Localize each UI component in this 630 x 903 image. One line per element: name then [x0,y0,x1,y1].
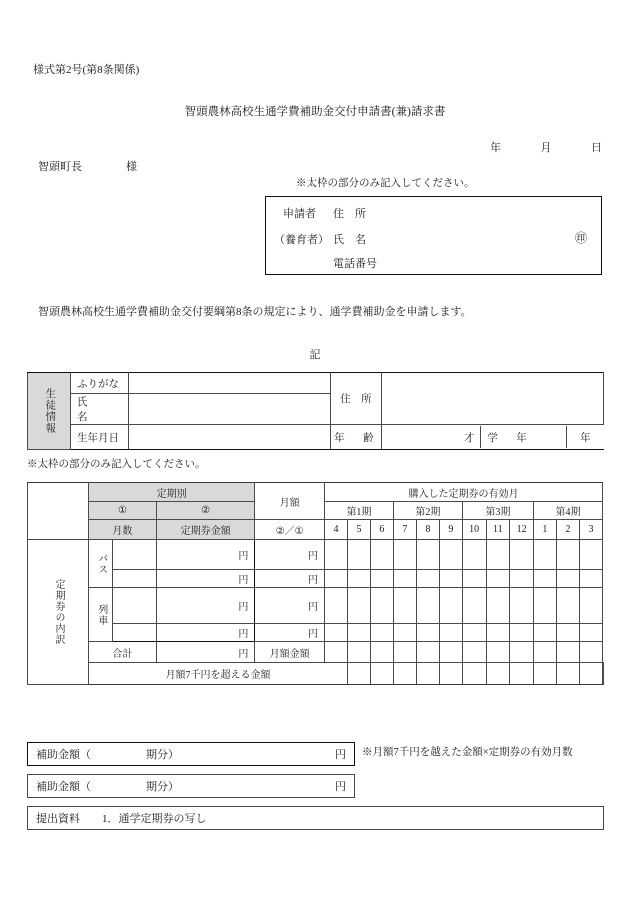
subsidy-2-term: 期分） [146,781,179,793]
month-header: 6 [370,520,393,540]
monthly-amount-header: 月額 [255,483,325,520]
train-monthly-cell[interactable]: 円 [255,588,325,624]
month-cell[interactable] [347,570,370,588]
table-row [28,642,604,663]
date-year-label: 年 [490,142,501,154]
subsidy-2-label: 補助金額（ [36,781,91,793]
month-cell[interactable] [510,624,534,642]
month-cell[interactable] [393,540,416,570]
month-cell[interactable] [603,663,604,685]
bus-months-cell[interactable] [113,570,156,588]
over-threshold-label: 月額7千円を超える金額 [89,663,348,685]
month-cell[interactable] [579,663,602,685]
month-cell[interactable] [416,663,439,685]
table-row [28,483,604,502]
month-cell[interactable] [510,570,534,588]
month-cell[interactable] [579,540,602,570]
month-cell[interactable] [556,588,579,624]
month-cell[interactable] [370,540,393,570]
month-cell[interactable] [370,663,393,685]
furigana-label: ふりがな [71,373,129,394]
bus-months-cell[interactable] [113,540,156,570]
month-cell[interactable] [533,624,556,642]
month-cell[interactable] [370,588,393,624]
student-info-table [27,372,604,450]
month-header: 3 [579,520,602,540]
month-cell[interactable] [486,663,510,685]
month-cell[interactable] [462,588,486,624]
month-cell[interactable] [416,642,439,663]
valid-months-header: 購入した定期券の有効月 [324,483,602,502]
month-cell[interactable] [486,624,510,642]
month-cell[interactable] [416,540,439,570]
col2-label: 定期券金額 [156,520,255,540]
train-months-cell[interactable] [113,624,156,642]
bus-monthly-cell[interactable]: 円 [255,540,325,570]
col2-circle: ② [156,502,255,520]
month-cell[interactable] [462,540,486,570]
month-cell[interactable] [393,642,416,663]
month-cell[interactable] [556,642,579,663]
table-row [28,570,604,588]
month-cell[interactable] [510,588,534,624]
month-header: 7 [393,520,416,540]
month-header: 10 [462,520,486,540]
address-label: 住 所 [333,208,366,220]
month-cell[interactable] [347,624,370,642]
month-cell[interactable] [370,642,393,663]
month-cell[interactable] [556,663,579,685]
transport-train-label-text: 列車 [95,603,107,626]
month-cell[interactable] [370,624,393,642]
month-header: 4 [324,520,347,540]
month-cell[interactable] [462,624,486,642]
month-cell[interactable] [439,624,462,642]
transport-bus-label-text: バス [95,552,107,575]
transport-bus-label [89,540,113,588]
applicant-name-row [266,226,601,252]
month-cell[interactable] [347,642,370,663]
month-header: 9 [439,520,462,540]
month-cell[interactable] [510,663,534,685]
month-cell[interactable] [579,642,602,663]
subsidy-2-unit: 円 [335,781,346,793]
furigana-field[interactable] [129,373,330,394]
applicant-label: 申請者 [283,208,316,220]
total-label: 合計 [89,642,157,663]
student-info-section-label [28,373,71,450]
train-months-cell[interactable] [113,588,156,624]
month-cell[interactable] [556,540,579,570]
quarter-2-header: 第2期 [393,502,462,520]
table-row [28,588,604,624]
table-row [28,540,604,570]
subsidy-amount-row-1[interactable] [27,742,355,766]
guardian-label: （養育者） [274,234,329,246]
table-row [28,520,604,540]
month-cell[interactable] [416,588,439,624]
student-name-field[interactable] [129,394,330,425]
documents-item-1: 1．通学定期券の写し [102,813,207,825]
month-cell[interactable] [324,570,347,588]
age-label: 年 齢 [330,425,381,450]
month-cell[interactable] [486,642,510,663]
application-statement: 智頭農林高校生通学費補助金交付要綱第8条の規定により、通学費補助金を申請します。 [38,306,472,318]
commuter-pass-table [27,482,604,685]
month-cell[interactable] [439,663,462,685]
notice-bold-frame-2: ※太枠の部分のみ記入してください。 [27,459,206,470]
quarter-1-header: 第1期 [324,502,393,520]
month-cell[interactable] [579,588,602,624]
form-number: 様式第2号(第8条関係) [33,64,140,76]
birthdate-field[interactable] [129,425,330,450]
birthdate-label: 生年月日 [71,425,129,450]
month-cell[interactable] [556,624,579,642]
month-cell[interactable] [347,540,370,570]
applicant-phone-row [266,250,601,276]
subsidy-1-unit: 円 [335,749,346,761]
month-cell[interactable] [510,540,534,570]
month-cell[interactable] [533,642,556,663]
month-cell[interactable] [439,642,462,663]
month-header: 5 [347,520,370,540]
month-cell[interactable] [324,588,347,624]
month-cell[interactable] [486,540,510,570]
attached-documents-box [27,806,604,830]
month-cell[interactable] [510,642,534,663]
notice-bold-frame-1: ※太枠の部分のみ記入してください。 [296,178,475,189]
applicant-box [265,196,602,275]
table-row [28,663,604,685]
month-cell[interactable] [393,588,416,624]
month-cell[interactable] [393,663,416,685]
month-cell[interactable] [533,588,556,624]
month-cell[interactable] [556,570,579,588]
monthly-total-label: 月額金額 [255,642,325,663]
name-label: 氏 名 [333,234,366,246]
student-address-field[interactable] [382,373,604,425]
month-cell[interactable] [439,588,462,624]
month-cell[interactable] [347,588,370,624]
month-cell[interactable] [393,624,416,642]
month-header: 12 [510,520,534,540]
quarter-4-header: 第4期 [533,502,602,520]
month-header: 2 [556,520,579,540]
subsidy-1-label: 補助金額（ [36,749,91,761]
month-cell[interactable] [486,588,510,624]
train-amount-cell[interactable]: 円 [156,588,255,624]
month-cell[interactable] [533,663,556,685]
age-unit: 才 [463,432,475,444]
pass-group-header: 定期別 [89,483,255,502]
train-amount-cell[interactable]: 円 [156,624,255,642]
pass-section-spacer [28,483,89,540]
monthly-formula: ②／① [255,520,325,540]
month-cell[interactable] [462,663,486,685]
month-header: 1 [533,520,556,540]
pass-breakdown-section-label [28,540,89,685]
subsidy-1-term: 期分） [146,749,179,761]
table-row [28,373,604,394]
month-cell[interactable] [324,540,347,570]
month-header: 11 [486,520,510,540]
month-cell[interactable] [533,570,556,588]
applicant-address-row [266,200,601,226]
subsidy-calculation-note: ※月額7千円を越えた金額×定期券の有効月数 [362,747,573,758]
month-cell[interactable] [579,570,602,588]
bus-amount-cell[interactable]: 円 [156,570,255,588]
seal-icon: ㊞ [574,231,587,245]
student-address-label: 住 所 [330,373,381,425]
student-name-label: 氏 名 [71,394,129,425]
grade-label: 学 年 [481,426,567,448]
month-cell[interactable] [439,540,462,570]
month-cell[interactable] [579,624,602,642]
document-title: 智頭農林高校生通学費補助金交付申請書(兼)請求書 [184,106,446,118]
month-cell[interactable] [416,624,439,642]
subsidy-amount-row-2[interactable] [27,774,355,798]
month-cell[interactable] [533,540,556,570]
student-info-section-label-text: 生徒情報 [44,388,56,434]
table-row [28,624,604,642]
col1-circle: ① [89,502,157,520]
train-monthly-cell[interactable]: 円 [255,624,325,642]
grade-unit: 年 [567,426,604,448]
bus-amount-cell[interactable]: 円 [156,540,255,570]
age-value-cell[interactable] [382,425,604,450]
month-cell[interactable] [370,570,393,588]
month-cell[interactable] [324,642,347,663]
table-row [28,425,604,450]
month-cell[interactable] [347,663,370,685]
month-cell[interactable] [486,570,510,588]
date-month-label: 月 [540,142,552,154]
addressee: 智頭町長 様 [38,161,137,173]
month-cell[interactable] [462,570,486,588]
phone-label: 電話番号 [333,258,377,270]
date-day-label: 日 [591,142,602,154]
month-cell[interactable] [416,570,439,588]
documents-label: 提出資料 [36,813,80,825]
ki-mark: 記 [309,349,321,361]
bus-monthly-cell[interactable]: 円 [255,570,325,588]
month-cell[interactable] [439,570,462,588]
transport-train-label [89,588,113,642]
quarter-3-header: 第3期 [462,502,533,520]
date-line [490,142,602,155]
col1-label: 月数 [89,520,157,540]
month-cell[interactable] [462,642,486,663]
month-cell[interactable] [324,624,347,642]
total-amount-cell[interactable]: 円 [156,642,255,663]
month-cell[interactable] [393,570,416,588]
month-header: 8 [416,520,439,540]
pass-breakdown-section-label-text: 定期券の内訳 [53,579,64,645]
